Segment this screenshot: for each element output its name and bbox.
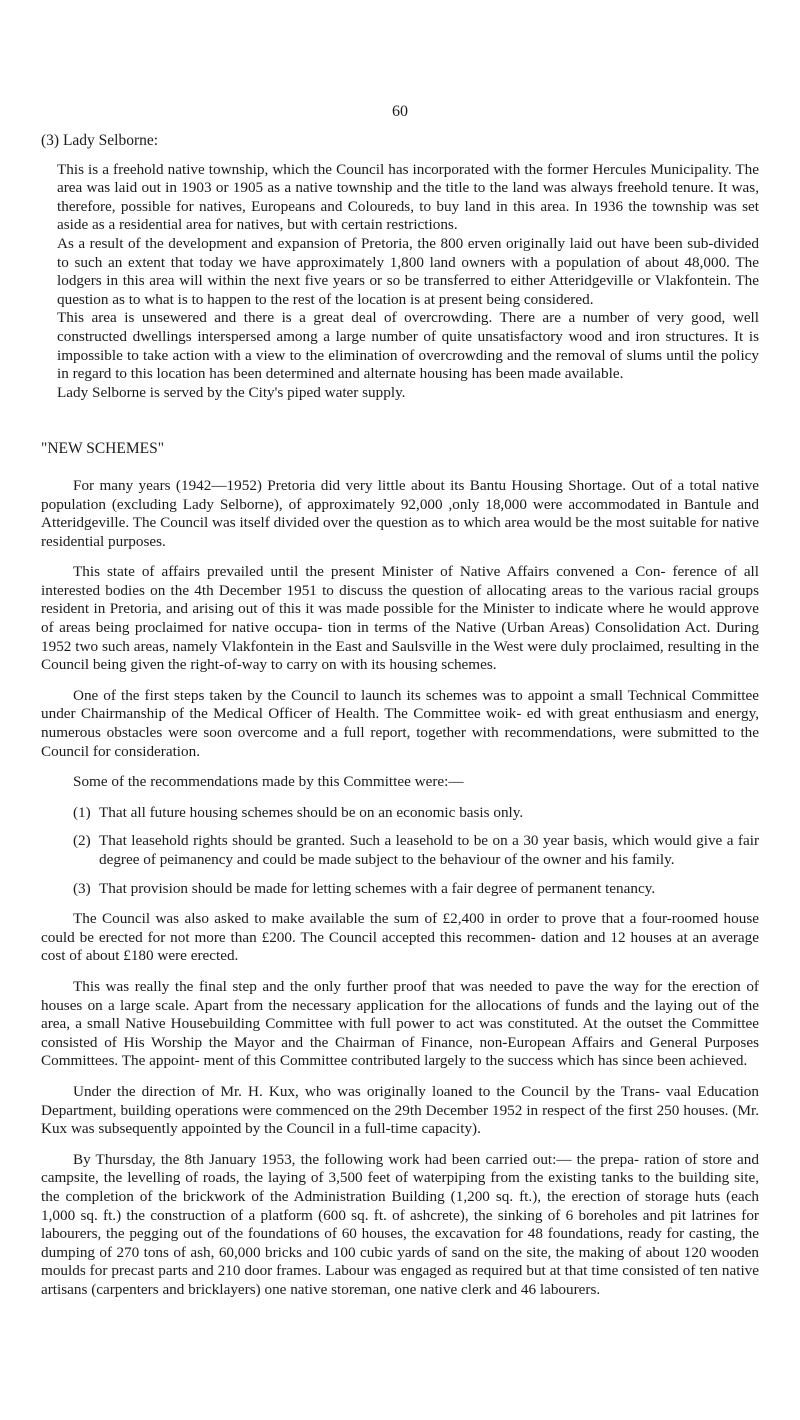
lady-selborne-paragraph: Lady Selborne is served by the City's piped water supply. bbox=[57, 383, 406, 401]
new-schemes-paragraph: By Thursday, the 8th January 1953, the following work had been carried out:— the prepa- ration of store and campsite, the levelling of roads, the laying of 3,500 feet of waterpiping from the existing tanks to the building site, the completion of the brickwork of the Administration Building (1,200 sq. ft.), the erection of storage huts (each 1,000 sq. ft.) the construction of a platform (600 sq. ft. of ashcrete), the sinking of 6 boreholes and pit latrines for labourers, the pegging out of the foundations of 60 houses, the excavation for 48 foundations, ready for casting, the dumping of 270 tons of ash, 60,000 bricks and 100 cubic yards of sand on the site, the making of about 120 wooden moulds for precast parts and 210 door frames. Labour was engaged as required but at that time consisted of ten native artisans (carpenters and bricklayers) one native storeman, one native clerk and 46 labourers. bbox=[41, 1150, 759, 1298]
list-item-text: That all future housing schemes should be on an economic basis only. bbox=[99, 803, 524, 821]
list-item-number: (2) bbox=[73, 832, 91, 850]
list-item bbox=[41, 880, 759, 899]
list-item bbox=[41, 832, 759, 869]
new-schemes-heading: "NEW SCHEMES" bbox=[41, 440, 165, 458]
lady-selborne-paragraph: This is a freehold native township, which the Council has incorporated with the former Hercules Municipality. The area was laid out in 1903 or 1905 as a native township and the title to the land was always freehold tenure. It was, therefore, possible for natives, Europeans and Coloureds, to buy land in this area. In 1936 the township was set aside as a residential area for natives, but with certain restrictions. bbox=[57, 160, 759, 234]
new-schemes-paragraph: Under the direction of Mr. H. Kux, who was originally loaned to the Council by the Trans- vaal Education Department, building operations were commenced on the 29th December 1952 in respect of the first 250 houses. (Mr. Kux was subsequently appointed by the Council in a full-time capacity). bbox=[41, 1082, 759, 1138]
recommendations-list bbox=[41, 804, 759, 898]
list-item-text: That leasehold rights should be granted. Such a leasehold to be on a 30 year basis, which would give a fair degree of peimanency and could be made subject to the behaviour of the owner and his family. bbox=[99, 832, 759, 868]
lady-selborne-paragraph: This area is unsewered and there is a great deal of overcrowding. There are a number of very good, well constructed dwellings interspersed among a large number of quite unsatisfactory wood and iron structures. It is impossible to take action with a view to the elimination of overcrowding and the removal of slums until the policy in regard to this location has been determined and alternate housing has been made available. bbox=[57, 309, 759, 383]
new-schemes-paragraph: This state of affairs prevailed until the present Minister of Native Affairs convened a Con- ference of all interested bodies on the 4th December 1951 to discuss the question of allocating areas to the various racial groups resident in Pretoria, and arising out of this it was made possible for the Minister to indicate where he would approve of areas being proclaimed for native occupa- tion in terms of the Native (Urban Areas) Consolidation Act. During 1952 two such areas, namely Vlakfontein in the East and Saulsville in the West were duly proclaimed, resulting in the Council being given the right-of-way to carry on with its housing schemes. bbox=[41, 563, 759, 674]
list-item bbox=[41, 804, 759, 823]
new-schemes-paragraph: For many years (1942—1952) Pretoria did very little about its Bantu Housing Shortage. Out of a total native population (excluding Lady Selborne), of approximately 92,000 ,only 18,000 were accommodated in Bantule and Atteridgeville. The Council was itself divided over the question as to which area would be the most suitable for native residential purposes. bbox=[41, 476, 759, 550]
list-item-number: (1) bbox=[73, 803, 91, 821]
lady-selborne-section bbox=[41, 161, 759, 403]
new-schemes-paragraph: One of the first steps taken by the Council to launch its schemes was to appoint a small Technical Committee under Chairmanship of the Medical Officer of Health. The Committee woik- ed with great enthusiasm and energy, numerous obstacles were soon overcome and a full report, together with recommendations, were submitted to the Council for consideration. bbox=[41, 686, 759, 760]
lady-selborne-paragraph: As a result of the development and expansion of Pretoria, the 800 erven originally laid out have been sub-divided to such an extent that today we have approximately 1,800 land owners with a population of about 48,000. The lodgers in this area will within the next five years or so be transferred to either Atteridgeville or Vlakfontein. The question as to what is to happen to the rest of the location is at present being considered. bbox=[57, 234, 759, 308]
new-schemes-paragraph: The Council was also asked to make available the sum of £2,400 in order to prove that a four-roomed house could be erected for not more than £200. The Council accepted this recommen- dation and 12 houses at an average cost of about £180 were erected. bbox=[41, 910, 759, 965]
list-item-text: That provision should be made for letting schemes with a fair degree of permanent tenancy. bbox=[99, 879, 656, 897]
list-item-number: (3) bbox=[73, 879, 91, 897]
new-schemes-paragraph: This was really the final step and the only further proof that was needed to pave the way for the erection of houses on a large scale. Apart from the necessary application for the allocations of funds and the laying out of the area, a small Native Housebuilding Committee with full power to act was constituted. At the outset the Committee consisted of His Worship the Mayor and the Chairman of Finance, non-European Affairs and General Purposes Committees. The appoint- ment of this Committee contributed largely to the success which has since been achieved. bbox=[41, 977, 759, 1070]
page-number: 60 bbox=[392, 103, 408, 120]
document-body bbox=[41, 132, 759, 1311]
lady-selborne-heading: (3) Lady Selborne: bbox=[41, 132, 159, 149]
new-schemes-paragraph: Some of the recommendations made by this Committee were:— bbox=[73, 773, 464, 791]
